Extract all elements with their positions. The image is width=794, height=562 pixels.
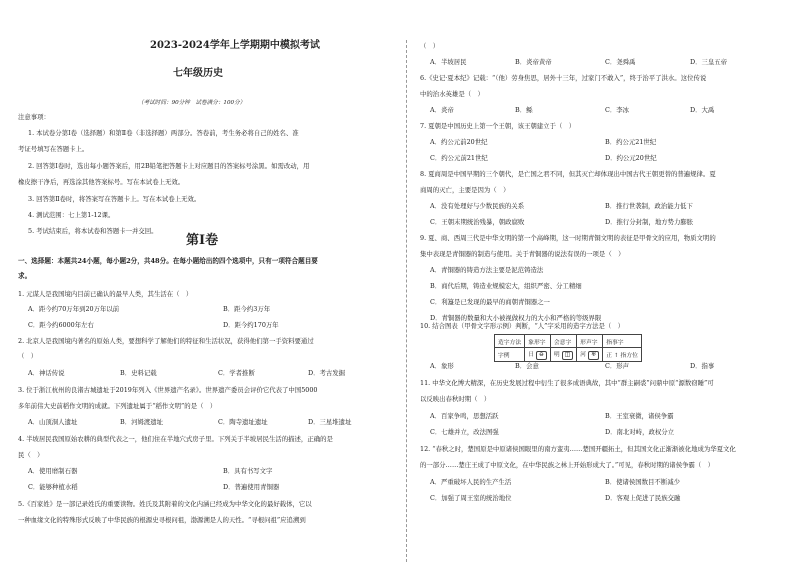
question-stem: 11. 中华文化博大精深，在历史发展过程中衍生了很多成语典故，其中“群主嗣裘”问鼎中原“源数窃睡”可	[420, 379, 714, 387]
option-b[interactable]: B．约公元21世纪	[605, 138, 657, 146]
oracle-river-glyph-icon: ♅	[588, 351, 599, 360]
table-cell	[577, 348, 603, 362]
option-c[interactable]: C．李冰	[605, 106, 630, 114]
option-c[interactable]: C．利簋是已发现的最早的商朝青铜器之一	[430, 298, 550, 306]
option-d[interactable]: D．三皇五帝	[690, 58, 728, 66]
option-b[interactable]: B．鲧	[515, 106, 533, 114]
option-a[interactable]: A．没有处理好与少数民族的关系	[430, 202, 525, 210]
table-cell	[525, 348, 551, 362]
option-b[interactable]: B．河姆渡遗址	[120, 418, 164, 426]
table-cell: 会意字	[550, 335, 576, 348]
option-c[interactable]: C．距今约6000年左右	[28, 321, 94, 329]
table-cell: 正 ↑ 指方位	[603, 348, 642, 362]
question-stem: 多年前伟大史前稻作文明的成就。下列遗址属于“稻作文明”的是（ ）	[18, 402, 217, 410]
subject-title: 七年级历史	[173, 68, 223, 79]
option-c[interactable]: C．约公元前21世纪	[430, 154, 488, 162]
question-stem: 商周的灭亡，主要是因为（ ）	[420, 186, 510, 194]
question-stem: 9. 夏、商、西周三代是中华文明的第一个高峰期，这一时期青铜文明的表征是甲骨文的应用，物质文明的	[420, 234, 716, 242]
option-d[interactable]: D．约公元20世纪	[605, 154, 657, 162]
notice-line: 1. 本试卷分第Ⅰ卷（选择题）和第Ⅱ卷（非选择题）两部分。答卷前，考生务必将自己的姓名、准	[28, 129, 299, 137]
option-a[interactable]: A．神话传说	[28, 369, 65, 377]
option-d[interactable]: D．三星堆遗址	[308, 418, 352, 426]
option-c[interactable]: C．七雄并立，改法图强	[430, 428, 499, 436]
char-sample: 河	[580, 352, 586, 358]
option-d[interactable]: D．推行分封制，地方势力膨胀	[605, 218, 694, 226]
option-a[interactable]: A．半坡居民	[430, 58, 467, 66]
option-c[interactable]: C．学者推断	[218, 369, 255, 377]
character-table	[494, 334, 642, 362]
option-c[interactable]: C．加强了周王室的统治地位	[430, 494, 512, 502]
char-sample: 日	[528, 352, 535, 358]
notice-line: 3. 回答第Ⅱ卷时，将答案写在答题卡上。写在本试卷上无效。	[28, 195, 201, 203]
option-a[interactable]: A．百家争鸣，思想活跃	[430, 412, 499, 420]
volume-title: 第Ⅰ卷	[186, 233, 219, 248]
table-cell	[550, 348, 576, 362]
question-stem: 的一部分……楚庄王成了中原文化，在中华民族之林上开始形成大了。”可见，春秋时期的诸侯争霸（ ）	[420, 461, 715, 469]
option-a[interactable]: A．距今约70万年到20万年以前	[28, 305, 120, 313]
table-cell: 形声字	[577, 335, 603, 348]
option-b[interactable]: B．炎帝黄帝	[515, 58, 552, 66]
option-c[interactable]: C．陶寺遗址遗址	[218, 418, 268, 426]
question-stem: 12. “春秋之时，楚国原是中原诸侯国眼里的南方蛮夷……楚国开疆拓土，但其国文化正渐渐被化地成为华夏文化	[420, 445, 736, 453]
notice-heading: 注意事项：	[18, 113, 50, 121]
question-stem: 10. 结合图表（甲骨文字形示例）判断，“人”字采用的造字方法是（ ）	[420, 322, 625, 330]
char-sample: 明	[553, 352, 560, 358]
question-stem: 6.《史记·夏本纪》记载：“（他）劳身焦思，居外十三年，过家门不敢入”，终于治平了洪水。这位传说	[420, 74, 707, 82]
exam-title: 2023-2024学年上学期期中模拟考试	[150, 40, 320, 51]
option-c[interactable]: C．能够种植水稻	[28, 483, 78, 491]
option-b[interactable]: B．商代后期，铸造业规模宏大，组织严密、分工精细	[430, 282, 582, 290]
question-stem: 3. 位于浙江杭州的良渚古城遗址于2019年列入《世界遗产名录》。世界遗产委员会评价它代表了中国5000	[18, 386, 318, 394]
table-cell: 字例	[495, 348, 525, 362]
table-row	[495, 335, 642, 348]
question-stem: 集中表现是青铜器的制造与使用。关于青铜器的说法有误的一项是（ ）	[420, 250, 625, 258]
question-stem: 以反映出春秋时期（ ）	[420, 395, 491, 403]
option-b[interactable]: B．使诸侯国数目不断减少	[605, 478, 680, 486]
option-b[interactable]: B．推行世袭制，政治能力低下	[605, 202, 693, 210]
option-a[interactable]: A．约公元前20世纪	[430, 138, 488, 146]
option-b[interactable]: B．史料记载	[120, 369, 157, 377]
question-stem: （ ）	[18, 352, 38, 360]
oracle-ming-glyph-icon: ◫	[562, 351, 573, 360]
option-d[interactable]: D．南北对峙，政权分立	[605, 428, 675, 436]
column-divider	[406, 40, 407, 562]
option-a[interactable]: A．使用磨制石器	[28, 467, 78, 475]
option-a[interactable]: A．炎帝	[430, 106, 454, 114]
question-stem: 1. 元谋人是我国境内目前已确认的最早人类，其生活在（ ）	[18, 290, 193, 298]
option-d[interactable]: D．指事	[690, 362, 715, 370]
question-stem: 5.《百家姓》是一部记录姓氏的重要读物。姓氏及其附着的文化内涵已经成为中华文化的最好载体，它以	[18, 500, 312, 508]
option-b[interactable]: B．距今约3万年	[223, 305, 271, 313]
option-a[interactable]: A．青铜器的铸造方法主要是泥范铸造法	[430, 266, 544, 274]
option-b[interactable]: B．王室衰微，诸侯争霸	[605, 412, 674, 420]
option-b[interactable]: B．具有书写文字	[223, 467, 273, 475]
option-a[interactable]: A．山顶洞人遗址	[28, 418, 78, 426]
question-stem: （ ）	[420, 42, 440, 50]
question-stem: 8. 夏商周是中国早期的三个朝代，是亡国之君不同，但其灭亡却体现出中国古代王朝更替的普遍规律。夏	[420, 170, 716, 178]
notice-line: 5. 考试结束后，将本试卷和答题卡一并交回。	[28, 227, 158, 235]
option-c[interactable]: C．王朝末期统治残暴，朝政腐败	[430, 218, 525, 226]
section-instruction: 求。	[18, 272, 32, 280]
exam-meta: （考试时间：90分钟 试卷满分：100分）	[138, 100, 246, 106]
option-a[interactable]: A．严重破坏人民的生产生活	[430, 478, 512, 486]
option-d[interactable]: D．考古发掘	[308, 369, 346, 377]
question-stem: 2. 北京人是我国境内著名的原始人类，要想科学了解他们的特征和生活状况，获得他们第一手资料要通过	[18, 337, 314, 345]
option-a[interactable]: A．象形	[430, 362, 454, 370]
table-cell: 造字方法	[495, 335, 525, 348]
section-instruction: 一、选择题：本题共24小题，每小题2分，共48分。在每小题给出的四个选项中，只有一项符合题目要	[18, 257, 318, 265]
option-c[interactable]: C．尧舜禹	[605, 58, 636, 66]
question-stem: 民（ ）	[18, 451, 44, 459]
notice-line: 2. 回答第Ⅰ卷时，选出每小题答案后，用2B铅笔把答题卡上对应题目的答案标号涂黑。如需改动，用	[28, 162, 310, 170]
question-stem: 7. 夏朝是中国历史上第一个王朝，该王朝建立于（ ）	[420, 122, 576, 130]
option-d[interactable]: D．青铜器的数量和大小被视做权力的大小和严格的等级界限	[430, 314, 602, 322]
table-cell: 指事字	[603, 335, 642, 348]
question-stem: 中的治水英雄是（ ）	[420, 90, 484, 98]
table-row	[495, 348, 642, 362]
option-d[interactable]: D．普遍使用青铜器	[223, 483, 280, 491]
option-c[interactable]: C．形声	[605, 362, 630, 370]
option-d[interactable]: D．客观上促进了民族交融	[605, 494, 681, 502]
notice-line: 考证号填写在答题卡上。	[18, 145, 89, 153]
oracle-sun-glyph-icon: ⊖	[536, 351, 547, 360]
notice-line: 橡皮擦干净后，再选涂其他答案标号。写在本试卷上无效。	[18, 178, 185, 186]
question-stem: 一种血缘文化的特殊形式反映了中华民族的根源史寻根问祖，渤源溯是人的天性。“寻根问祖”应追溯到	[18, 516, 306, 524]
question-stem: 4. 半坡居民我国原始农耕的典型代表之一，他们住在半地穴式房子里。下列关于半坡居民生活的描述，正确的是	[18, 435, 333, 443]
option-d[interactable]: D．距今约170万年	[223, 321, 279, 329]
option-b[interactable]: B．会意	[515, 362, 539, 370]
notice-line: 4. 测试范围：七上第1-12课。	[28, 211, 115, 219]
table-cell: 象形字	[525, 335, 551, 348]
option-d[interactable]: D．大禹	[690, 106, 715, 114]
